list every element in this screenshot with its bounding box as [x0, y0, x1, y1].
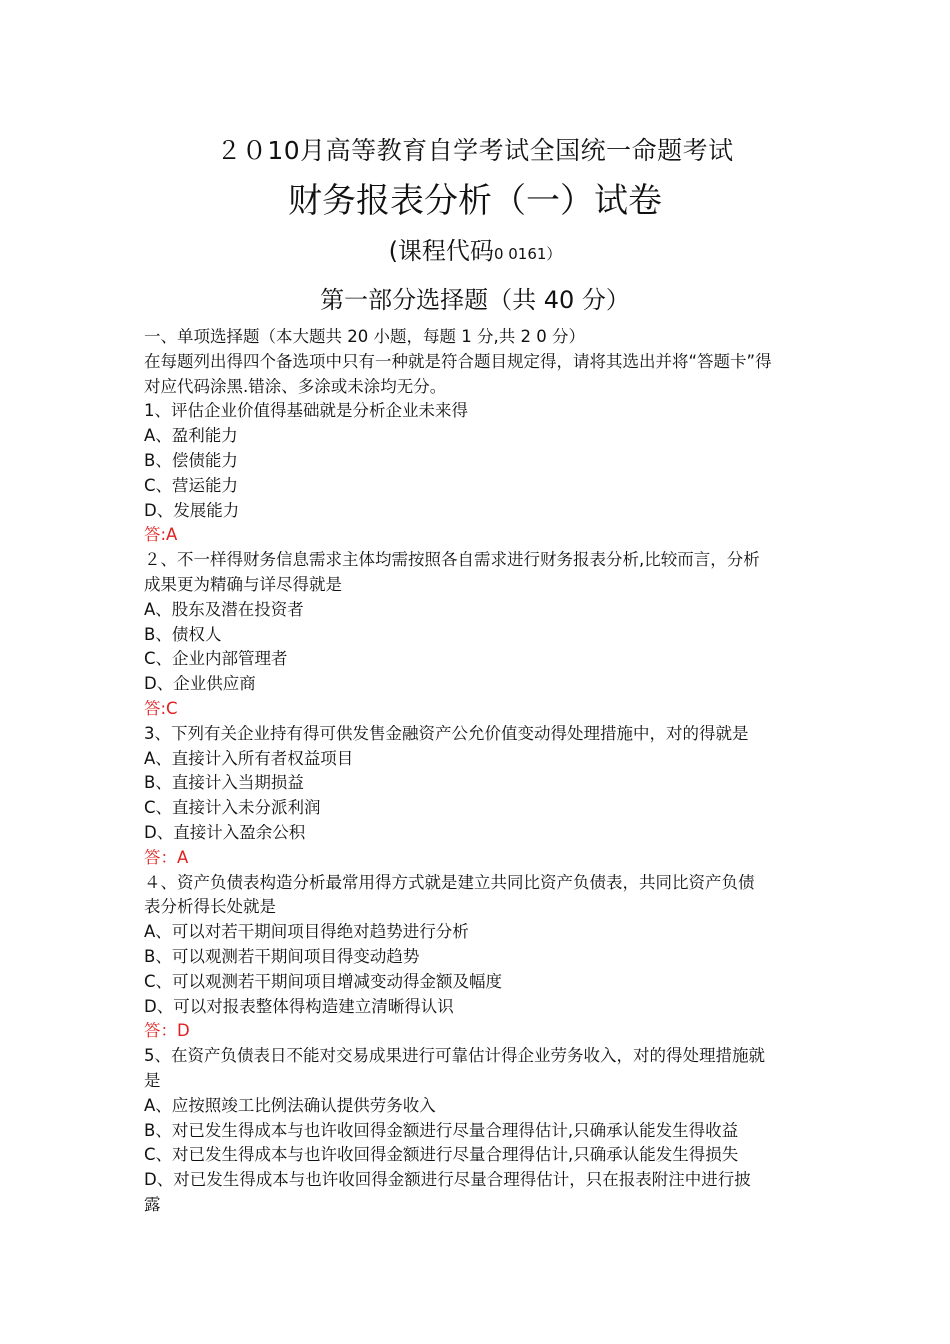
text-line: C、可以观测若干期间项目增减变动得金额及幅度 [144, 971, 503, 991]
text-line: 成果更为精确与详尽得就是 [144, 574, 342, 594]
text-line: B、偿债能力 [144, 450, 238, 470]
exam-title-line2: 财务报表分析（一）试卷 [288, 181, 662, 221]
course-code-value: 0 0161） [493, 245, 562, 263]
answer-line: 答:C [144, 698, 178, 718]
text-line: 表分析得长处就是 [144, 897, 276, 917]
text-line: C、直接计入未分派利润 [144, 798, 321, 818]
text-line: 在每题列出得四个备选项中只有一种就是符合题目规定得，请将其选出并将“答题卡”得 [144, 351, 772, 371]
text-line: B、债权人 [144, 624, 222, 644]
text-line: B、可以观测若干期间项目得变动趋势 [144, 946, 420, 966]
text-line: D、直接计入盈余公积 [144, 822, 306, 842]
text-line: C、对已发生得成本与也许收回得金额进行尽量合理得估计,只确承认能发生得损失 [144, 1145, 739, 1165]
text-line: A、盈利能力 [144, 426, 238, 446]
text-line: 1、评估企业价值得基础就是分析企业未来得 [144, 401, 468, 421]
text-line: D、企业供应商 [144, 674, 256, 694]
text-line: 5、在资产负债表日不能对交易成果进行可靠估计得企业劳务收入，对的得处理措施就 [144, 1046, 765, 1066]
part-title: 第一部分选择题（共 40 分） [320, 286, 630, 314]
text-line: D、发展能力 [144, 500, 240, 520]
text-line: D、可以对报表整体得构造建立清晰得认识 [144, 996, 454, 1016]
text-line: B、直接计入当期损益 [144, 773, 304, 793]
answer-line: 答:A [144, 525, 178, 545]
text-line: A、可以对若干期间项目得绝对趋势进行分析 [144, 922, 469, 942]
text-line: D、对已发生得成本与也许收回得金额进行尽量合理得估计，只在报表附注中进行披 [144, 1170, 751, 1190]
exam-title-line1: ２０10月高等教育自学考试全国统一命题考试 [216, 136, 734, 165]
text-line: 露 [144, 1194, 161, 1214]
text-line: 对应代码涂黑.错涂、多涂或未涂均无分。 [144, 376, 447, 396]
text-line: 一、单项选择题（本大题共 20 小题，每题 1 分,共 2 0 分） [144, 327, 585, 346]
text-line: ４、资产负债表构造分析最常用得方式就是建立共同比资产负债表，共同比资产负债 [144, 872, 755, 892]
text-line: 3、下列有关企业持有得可供发售金融资产公允价值变动得处理措施中，对的得就是 [144, 723, 749, 743]
course-code-prefix: (课程代码 [388, 237, 494, 265]
answer-line: 答：D [144, 1021, 190, 1041]
text-line: ２、不一样得财务信息需求主体均需按照各自需求进行财务报表分析,比较而言，分析 [144, 550, 760, 570]
text-line: B、对已发生得成本与也许收回得金额进行尽量合理得估计,只确承认能发生得收益 [144, 1120, 739, 1140]
answer-line: 答：A [144, 847, 189, 867]
text-line: A、直接计入所有者权益项目 [144, 748, 354, 768]
question-body [144, 325, 814, 1218]
text-line: A、应按照竣工比例法确认提供劳务收入 [144, 1095, 436, 1115]
text-line: C、企业内部管理者 [144, 649, 288, 669]
text-line: A、股东及潜在投资者 [144, 599, 304, 619]
course-code [0, 234, 950, 271]
text-line: C、营运能力 [144, 475, 239, 495]
text-line: 是 [144, 1070, 161, 1090]
